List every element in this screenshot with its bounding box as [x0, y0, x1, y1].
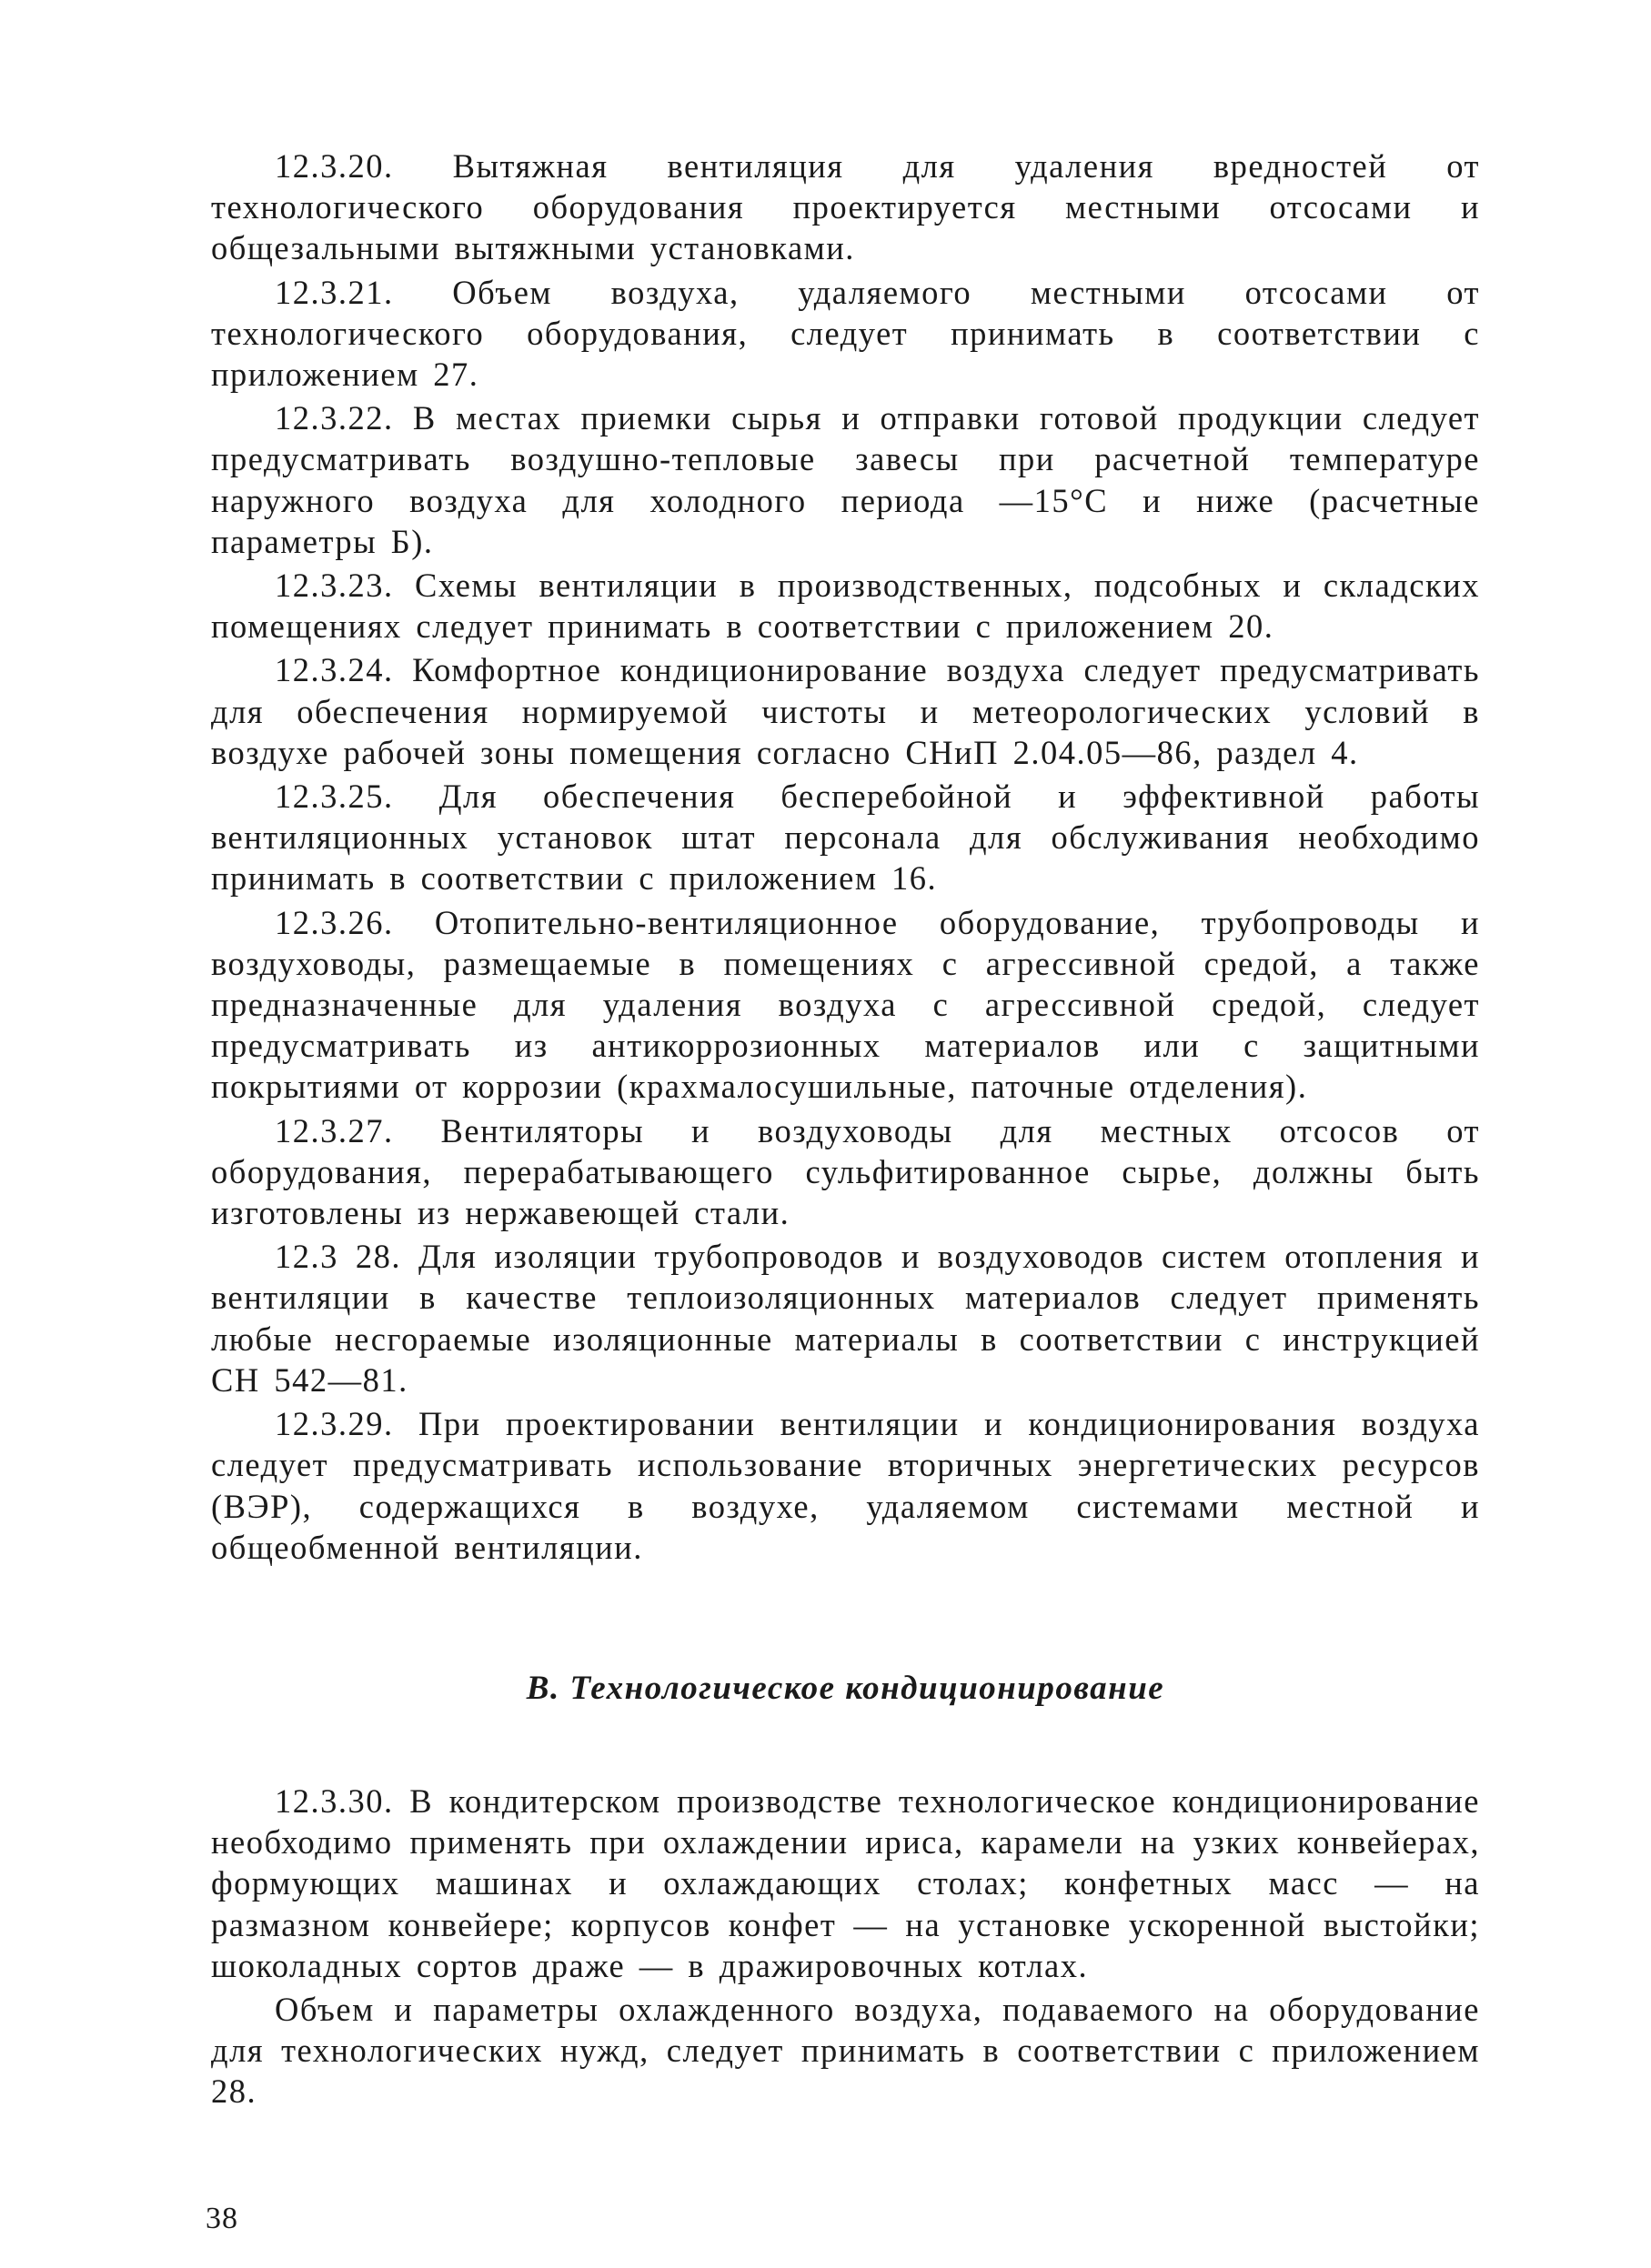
paragraph-12-3-28: 12.3 28. Для изоляции трубопроводов и воздуховодов систем отопления и вентиляции в качестве теплоизоляционных материалов следует применять любые несгораемые изоляционные материалы в соответствии с инструкцией СН 542—81. — [211, 1238, 1480, 1399]
paragraph-12-3-27: 12.3.27. Вентиляторы и воздуховоды для местных отсосов от оборудования, перерабатывающего сульфитированное сырье, должны быть изготовлены из нержавеющей стали. — [211, 1111, 1480, 1232]
paragraph-air-volume: Объем и параметры охлажденного воздуха, подаваемого на оборудование для технологических нужд, следует принимать в соответствии с приложением 28. — [211, 1990, 1480, 2111]
paragraph-12-3-30: 12.3.30. В кондитерском производстве технологическое кондиционирование необходимо применять при охлаждении ириса, карамели на узких конвейерах, формующих машинах и охлаждающих столах; конфетных масс — на размазном конвейере; корпусов конфет — на установке ускоренной выстойки; шоколадных сортов драже — в дражировочных котлах. — [211, 1781, 1480, 1984]
paragraph-12-3-29: 12.3.29. При проектировании вентиляции и кондиционирования воздуха следует предусматривать использование вторичных энергетических ресурсов (ВЭР), содержащихся в воздухе, удаляемом системами местной и общеобменной вентиляции. — [211, 1405, 1480, 1566]
paragraph-12-3-25: 12.3.25. Для обеспечения бесперебойной и эффективной работы вентиляционных установок штат персонала для обслуживания необходимо принимать в соответствии с приложением 16. — [211, 778, 1480, 898]
paragraph-12-3-21: 12.3.21. Объем воздуха, удаляемого местными отсосами от технологического оборудования, следует принимать в соответствии с приложением 27. — [211, 273, 1480, 394]
paragraph-12-3-22: 12.3.22. В местах приемки сырья и отправки готовой продукции следует предусматривать воздушно-тепловые завесы при расчетной температуре наружного воздуха для холодного периода —15°С и ниже (расчетные параметры Б). — [211, 399, 1480, 560]
paragraph-12-3-24: 12.3.24. Комфортное кондиционирование воздуха следует предусматривать для обеспечения нормируемой чистоты и метеорологических условий в воздухе рабочей зоны помещения согласно СНиП 2.04.05—86, раздел 4. — [211, 651, 1480, 771]
paragraph-12-3-26: 12.3.26. Отопительно-вентиляционное оборудование, трубопроводы и воздуховоды, размещаемые в помещениях с агрессивной средой, а также предназначенные для удаления воздуха с агрессивной средой, следует предусматривать из антикоррозионных материалов или с защитными покрытиями от коррозии (крахмалосушильные, паточные отделения). — [211, 903, 1480, 1106]
section-heading: В. Технологическое кондиционирование — [526, 1669, 1165, 1707]
page-number: 38 — [206, 2202, 238, 2235]
paragraph-12-3-20: 12.3.20. Вытяжная вентиляция для удаления вредностей от технологического оборудования проектируется местными отсосами и общезальными вытяжными установками. — [211, 147, 1480, 267]
body-text — [211, 146, 1480, 2115]
paragraph-12-3-23: 12.3.23. Схемы вентиляции в производственных, подсобных и складских помещениях следует принимать в соответствии с приложением 20. — [211, 567, 1480, 646]
